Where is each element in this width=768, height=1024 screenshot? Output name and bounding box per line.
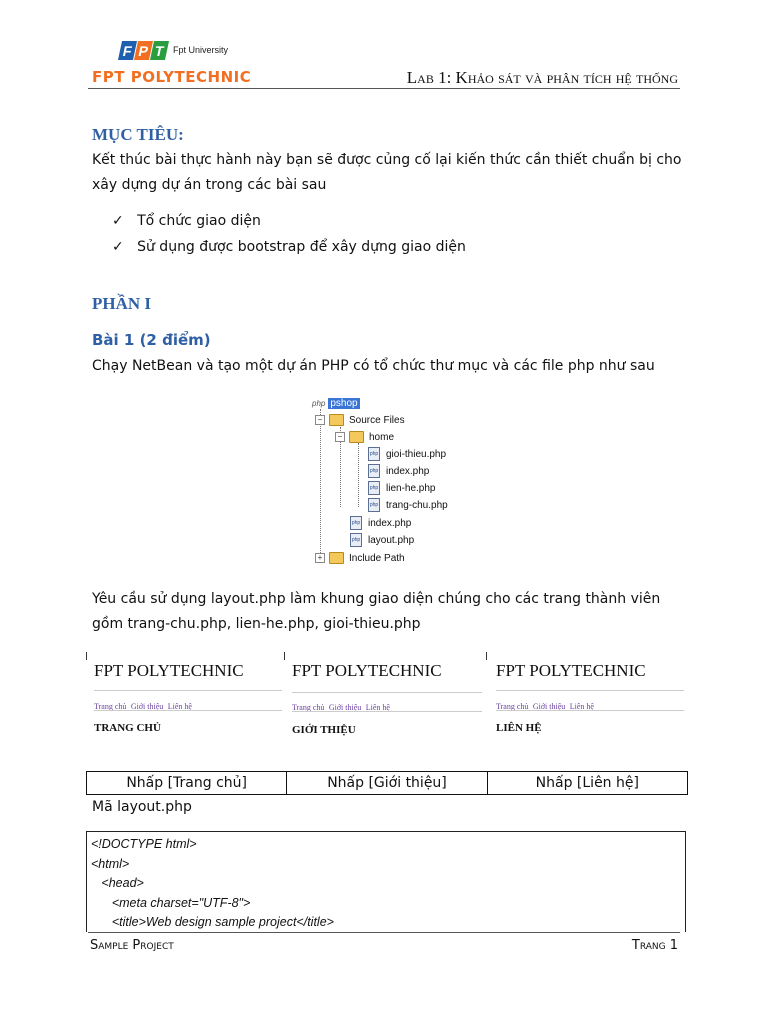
screen-nav [496, 696, 594, 714]
screen-title: FPT POLYTECHNIC [292, 661, 442, 680]
footer-divider [88, 932, 680, 933]
exercise-intro: Chạy NetBean và tạo một dự án PHP có tổ chức thư mục và các file php như sau [92, 358, 655, 374]
tree-source-files[interactable] [315, 412, 405, 428]
tree-file-label: index.php [368, 517, 412, 529]
php-project-icon: php [312, 398, 326, 408]
tree-folder-home-label: home [369, 431, 395, 443]
nav-link-home[interactable]: Trang chủ [94, 702, 127, 711]
code-line: <html> [91, 856, 130, 871]
brand-name: FPT POLYTECHNIC [92, 68, 252, 86]
footer-project: Sample Project [90, 938, 174, 953]
logo-letter-f: F [118, 41, 137, 60]
screen-title: FPT POLYTECHNIC [94, 661, 244, 680]
nav-link-home[interactable]: Trang chủ [292, 703, 325, 712]
nav-link-contact[interactable]: Liên hệ [569, 702, 594, 711]
footer-page: Trang 1 [631, 938, 678, 953]
screen-nav [94, 696, 192, 714]
objective-item-1 [112, 213, 261, 229]
objective-item-label: Sử dụng được bootstrap để xây dựng giao diện [137, 239, 466, 255]
screen-title: FPT POLYTECHNIC [496, 661, 646, 680]
objective-item-label: Tổ chức giao diện [137, 213, 261, 229]
code-block [86, 831, 686, 932]
tree-file-label: index.php [386, 465, 430, 477]
tree-file-label: lien-he.php [386, 482, 436, 494]
tree-file[interactable] [350, 532, 414, 548]
tree-file-label: trang-chu.php [386, 499, 448, 511]
logo-subtitle: Fpt University [173, 45, 229, 55]
expand-icon[interactable]: + [315, 553, 325, 563]
nav-link-home[interactable]: Trang chủ [496, 702, 529, 711]
nav-link-contact[interactable]: Liên hệ [365, 703, 390, 712]
fpt-logo [120, 38, 228, 62]
tree-project-label: pshop [330, 397, 358, 409]
screen-heading: LIÊN HỆ [496, 722, 542, 734]
screen-nav [292, 697, 390, 715]
logo-letter-t: T [150, 41, 169, 60]
php-file-icon: php [368, 481, 380, 495]
screen-heading: TRANG CHỦ [94, 722, 161, 734]
folder-icon [349, 431, 364, 443]
project-tree [310, 393, 480, 569]
objective-heading: MỤC TIÊU: [92, 125, 184, 144]
code-label: Mã layout.php [92, 799, 192, 815]
folder-icon [329, 552, 344, 564]
tree-include-path-label: Include Path [349, 552, 405, 564]
objective-item-2 [112, 239, 466, 255]
screen-about [284, 652, 484, 772]
tree-file[interactable] [368, 446, 446, 462]
caption-about: Nhấp [Giới thiệu] [287, 772, 487, 794]
caption-home: Nhấp [Trang chủ] [87, 772, 287, 794]
tree-folder-home[interactable] [335, 429, 394, 445]
tree-file[interactable] [368, 463, 429, 479]
screen-heading: GIỚI THIỆU [292, 724, 356, 736]
collapse-icon[interactable]: − [335, 432, 345, 442]
lab-title: Lab 1: Khảo sát và phân tích hệ thống [406, 68, 678, 87]
screen-captions [86, 771, 688, 795]
nav-link-contact[interactable]: Liên hệ [167, 702, 192, 711]
tree-file[interactable] [368, 480, 435, 496]
nav-link-about[interactable]: Giới thiệu [130, 702, 164, 711]
screen-home [86, 652, 282, 772]
php-file-icon: php [368, 498, 380, 512]
folder-icon [329, 414, 344, 426]
caption-contact: Nhấp [Liên hệ] [535, 775, 639, 791]
php-file-icon: php [350, 516, 362, 530]
code-line: <meta charset="UTF-8"> [91, 895, 251, 910]
php-file-icon: php [368, 447, 380, 461]
tree-file[interactable] [350, 515, 411, 531]
nav-link-about[interactable]: Giới thiệu [532, 702, 566, 711]
requirement-text: Yêu cầu sử dụng layout.php làm khung giao diện chúng cho các trang thành viên gồm trang-chu.php, lien-he.php, gioi-thieu.php [92, 591, 661, 632]
checkmark-icon: ✓ [112, 213, 124, 229]
collapse-icon[interactable]: − [315, 415, 325, 425]
nav-link-about[interactable]: Giới thiệu [328, 703, 362, 712]
objective-text: Kết thúc bài thực hành này bạn sẽ được củng cố lại kiến thức cần thiết chuẩn bị cho xây dựng dự án trong các bài sau [92, 152, 682, 193]
code-line: <title>Web design sample project</title> [91, 915, 334, 929]
header-divider [88, 88, 680, 89]
tree-file-label: layout.php [368, 534, 415, 546]
screen-contact [486, 652, 686, 772]
checkmark-icon: ✓ [112, 239, 124, 255]
tree-file-label: gioi-thieu.php [386, 448, 447, 460]
tree-file[interactable] [368, 497, 448, 513]
tree-source-files-label: Source Files [349, 414, 405, 426]
tree-include-path[interactable] [315, 550, 405, 566]
part-heading: PHẦN I [92, 294, 152, 313]
code-line: <!DOCTYPE html> [91, 837, 197, 851]
php-file-icon: php [368, 464, 380, 478]
php-file-icon: php [350, 533, 362, 547]
exercise-heading: Bài 1 (2 điểm) [92, 331, 211, 349]
tree-project[interactable] [312, 395, 360, 411]
logo-letter-p: P [134, 41, 153, 60]
code-line: <head> [91, 876, 144, 890]
